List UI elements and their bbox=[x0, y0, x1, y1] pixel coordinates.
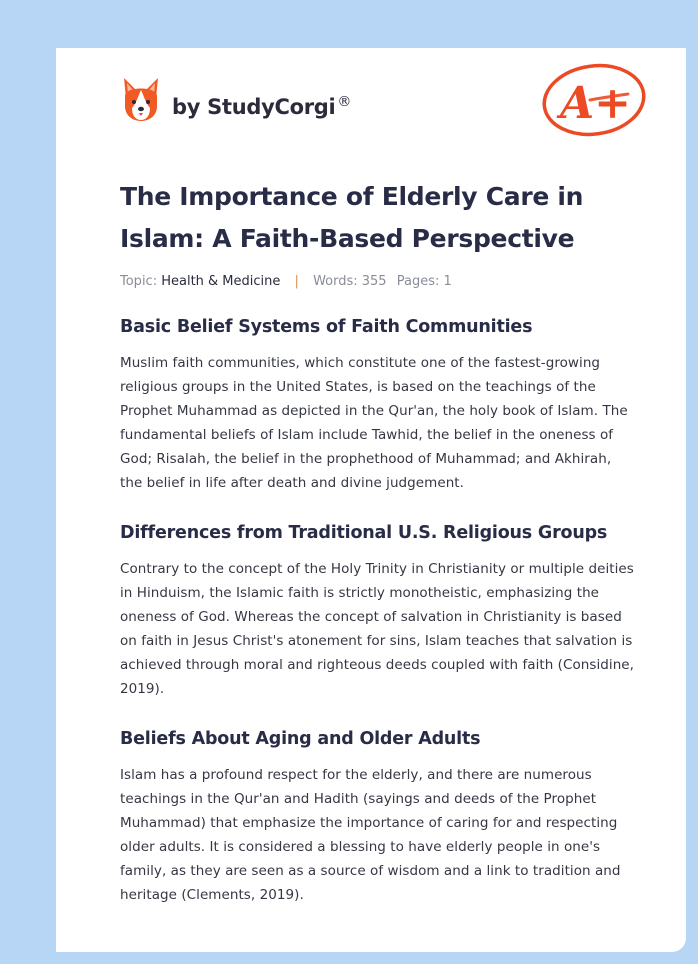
document-page bbox=[56, 48, 686, 952]
registered-mark: ® bbox=[337, 93, 352, 110]
section-heading: Differences from Traditional U.S. Religious Groups bbox=[120, 523, 608, 543]
section-heading: Basic Belief Systems of Faith Communities bbox=[120, 317, 533, 337]
page-title: The Importance of Elderly Care in Islam: A Faith-Based Perspective bbox=[120, 182, 584, 253]
meta-separator: | bbox=[294, 274, 299, 289]
section-paragraph: Muslim faith communities, which constitute one of the fastest-growing religious groups in the United States, is based on the teachings of the Prophet Muhammad as depicted in the Qur'an, the holy book of Islam. The fundamental beliefs of Islam include Tawhid, the belief in the oneness of God; Risalah, the belief in the prophethood of Muhammad; and Akhirah, the belief in life after death and divine judgement. bbox=[120, 355, 628, 491]
section-paragraph: Islam has a profound respect for the elderly, and there are numerous teachings in the Qur'an and Hadith (sayings and deeds of the Prophet Muhammad) that emphasize the importance of caring for and respecting older adults. It is considered a blessing to have elderly people in one's family, as they are seen as a source of wisdom and a link to tradition and heritage (Clements, 2019). bbox=[120, 767, 621, 903]
brand-name: by StudyCorgi ® bbox=[172, 93, 352, 119]
corgi-icon bbox=[120, 76, 162, 122]
document-meta bbox=[120, 274, 634, 289]
studycorgi-logo[interactable] bbox=[120, 76, 351, 122]
topic-link[interactable]: Health & Medicine bbox=[161, 274, 281, 289]
word-count: Words: 355 bbox=[313, 274, 387, 289]
section-heading: Beliefs About Aging and Older Adults bbox=[120, 729, 481, 749]
page-count: Pages: 1 bbox=[396, 274, 452, 289]
section-paragraph: Contrary to the concept of the Holy Trinity in Christianity or multiple deities in Hinduism, the Islamic faith is strictly monotheistic, emphasizing the oneness of God. Whereas the concept of salvation in Christianity is based on faith in Jesus Christ's atonement for sins, Islam teaches that salvation is achieved through moral and righteous deeds coupled with faith (Considine, 2019). bbox=[120, 561, 634, 697]
badge-text: A+ bbox=[560, 78, 632, 129]
topic-label: Topic: bbox=[120, 274, 158, 289]
a-plus-grade-badge-icon bbox=[538, 60, 648, 140]
document-content bbox=[120, 176, 634, 907]
